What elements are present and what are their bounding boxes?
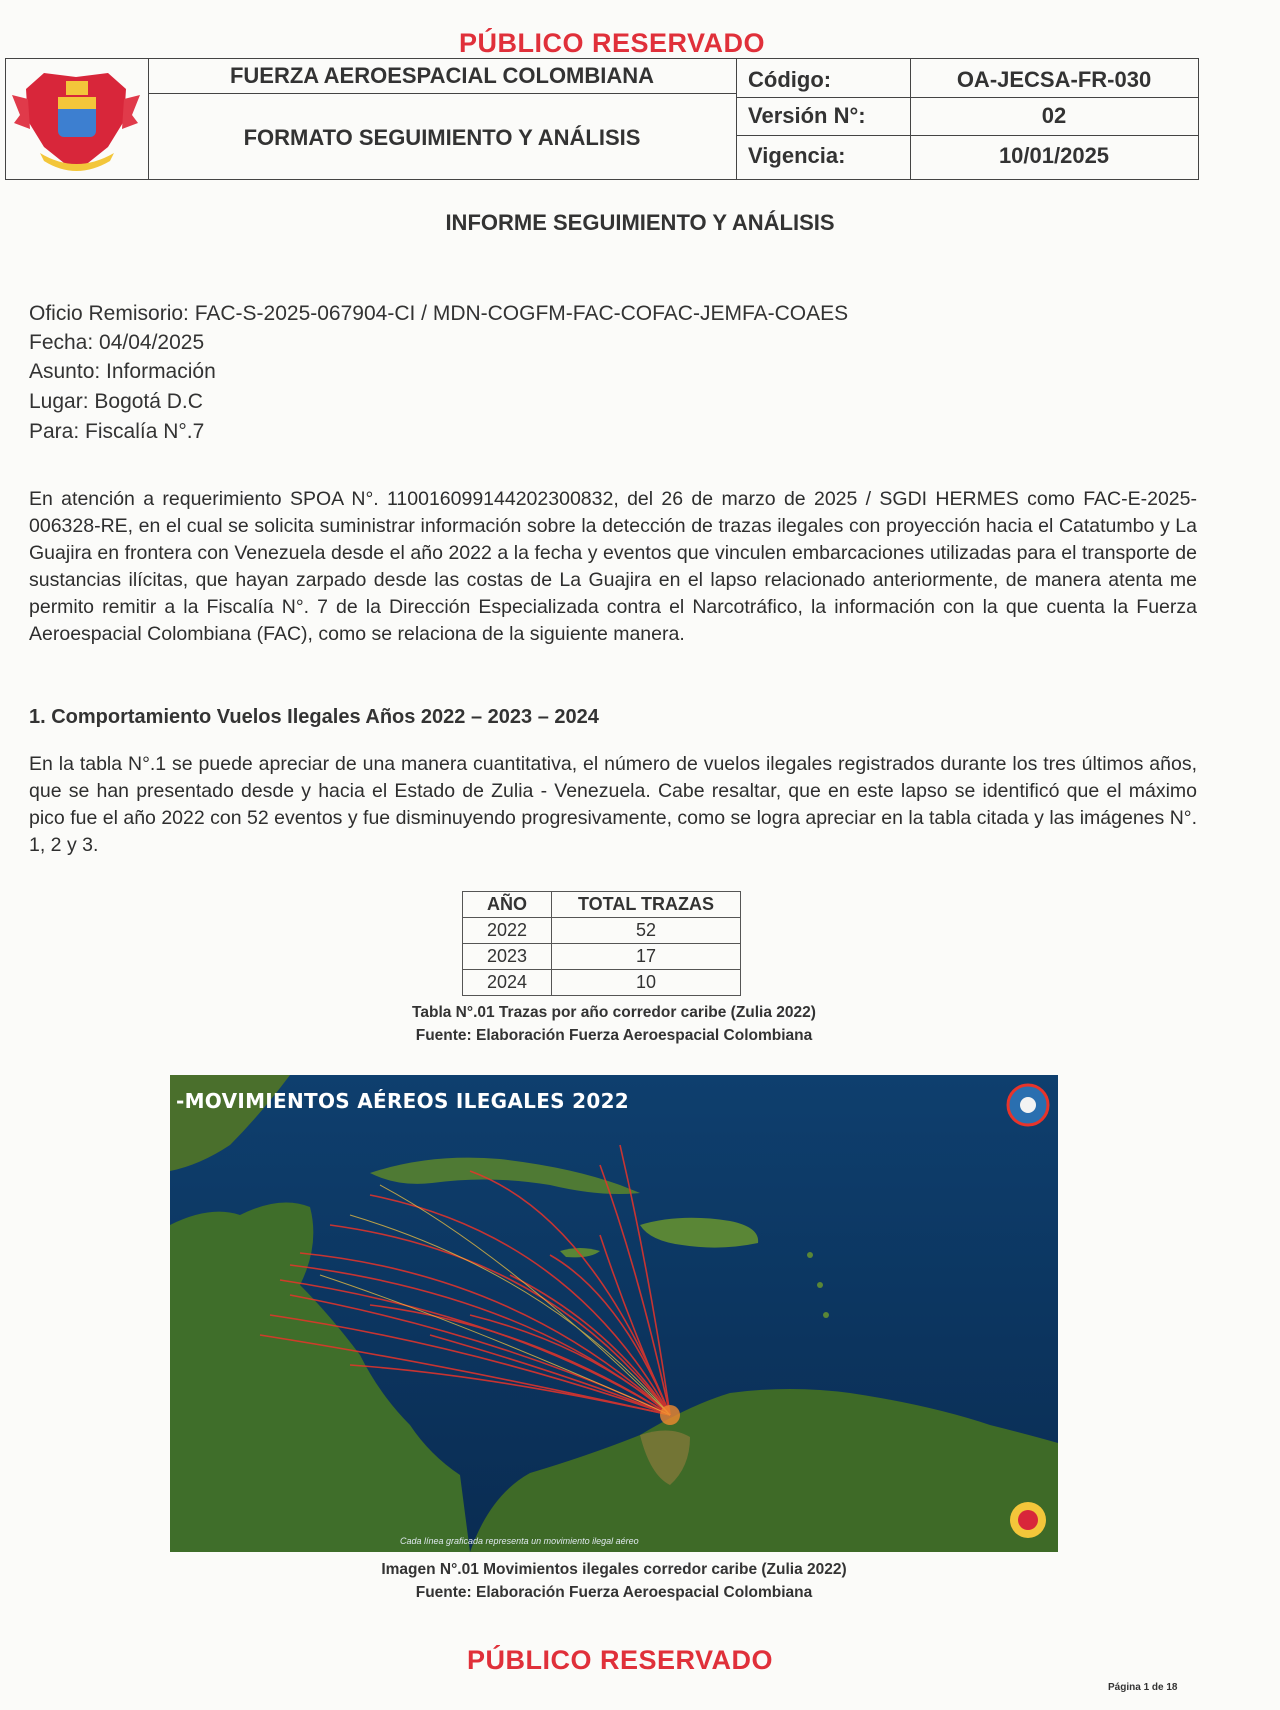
table-header-row <box>463 892 741 918</box>
org-logo <box>6 59 148 179</box>
validity-value: 10/01/2025 <box>998 143 1110 168</box>
cell-total: 52 <box>552 918 741 944</box>
meta-lugar: Lugar: Bogotá D.C <box>29 390 203 413</box>
code-value: OA-JECSA-FR-030 <box>956 67 1152 92</box>
document-title: INFORME SEGUIMIENTO Y ANÁLISIS <box>445 210 835 235</box>
meta-oficio: Oficio Remisorio: FAC-S-2025-067904-CI / MDN-COGFM-FAC-COFAC-JEMFA-COAES <box>29 302 849 325</box>
classification-label-bottom: PÚBLICO RESERVADO <box>466 1645 774 1675</box>
meta-asunto: Asunto: Información <box>29 360 216 383</box>
traces-table <box>462 891 741 996</box>
code-label: Código: <box>748 67 832 92</box>
cell-year: 2023 <box>463 944 552 970</box>
cell-year: 2022 <box>463 918 552 944</box>
table-source: Fuente: Elaboración Fuerza Aeroespacial Colombiana <box>415 1027 813 1044</box>
col-header-year: AÑO <box>463 892 552 918</box>
cell-year: 2024 <box>463 970 552 996</box>
meta-fecha: Fecha: 04/04/2025 <box>29 331 205 354</box>
body-paragraph-2: En la tabla N°.1 se puede apreciar de una manera cuantitativa, el número de vuelos ilegales registrados durante los tres últimos años, que se han presentado desde y hacia el Estado de Zulia - Venezuela. Cabe resaltar, que en este lapso se identificó que el máximo pico fue el año 2022 con 52 eventos y fue disminuyendo progresivamente, como se logra apreciar en la tabla citada y las imágenes N°. 1, 2 y 3. <box>29 753 1197 856</box>
unit-badge-logo <box>1010 1502 1046 1538</box>
document-header <box>5 58 1199 180</box>
table-row <box>463 944 741 970</box>
validity-label: Vigencia: <box>748 143 846 168</box>
org-name: FUERZA AEROESPACIAL COLOMBIANA <box>229 63 655 88</box>
map-title: -MOVIMIENTOS AÉREOS ILEGALES 2022 <box>176 1089 629 1113</box>
section-heading: 1. Comportamiento Vuelos Ilegales Años 2022 – 2023 – 2024 <box>29 706 599 728</box>
page-number: Página 1 de 18 <box>1108 1682 1178 1693</box>
table-row <box>463 918 741 944</box>
illegal-flights-map <box>170 1075 1058 1552</box>
format-name: FORMATO SEGUIMIENTO Y ANÁLISIS <box>243 125 641 150</box>
classification-label-top: PÚBLICO RESERVADO <box>458 28 766 58</box>
col-header-total: TOTAL TRAZAS <box>552 892 741 918</box>
fac-round-logo <box>1008 1085 1048 1125</box>
version-value: 02 <box>1041 103 1067 128</box>
map-note: Cada línea graficada representa un movimiento ilegal aéreo <box>400 1536 639 1546</box>
table-caption: Tabla N°.01 Trazas por año corredor caribe (Zulia 2022) <box>412 1004 816 1021</box>
cell-total: 17 <box>552 944 741 970</box>
version-label: Versión N°: <box>748 103 866 128</box>
body-paragraph-1: En atención a requerimiento SPOA N°. 110016099144202300832, del 26 de marzo de 2025 / SGDI HERMES como FAC-E-2025-006328-RE, en el cual se solicita suministrar información sobre la detección de trazas ilegales con proyección hacia el Catatumbo y La Guajira en frontera con Venezuela desde el año 2022 a la fecha y eventos que vinculen embarcaciones utilizadas para el transporte de sustancias ilícitas, que hayan zarpado desde las costas de La Guajira en el lapso relacionado anteriormente, de manera atenta me permito remitir a la Fiscalía N°. 7 de la Dirección Especializada contra el Narcotráfico, la información con la que cuenta la Fuerza Aeroespacial Colombiana (FAC), como se relaciona de la siguiente manera. <box>29 488 1197 645</box>
image-caption: Imagen N°.01 Movimientos ilegales corredor caribe (Zulia 2022) <box>381 1561 847 1578</box>
cell-total: 10 <box>552 970 741 996</box>
table-row <box>463 970 741 996</box>
meta-para: Para: Fiscalía N°.7 <box>29 420 205 443</box>
image-source: Fuente: Elaboración Fuerza Aeroespacial Colombiana <box>415 1584 813 1601</box>
